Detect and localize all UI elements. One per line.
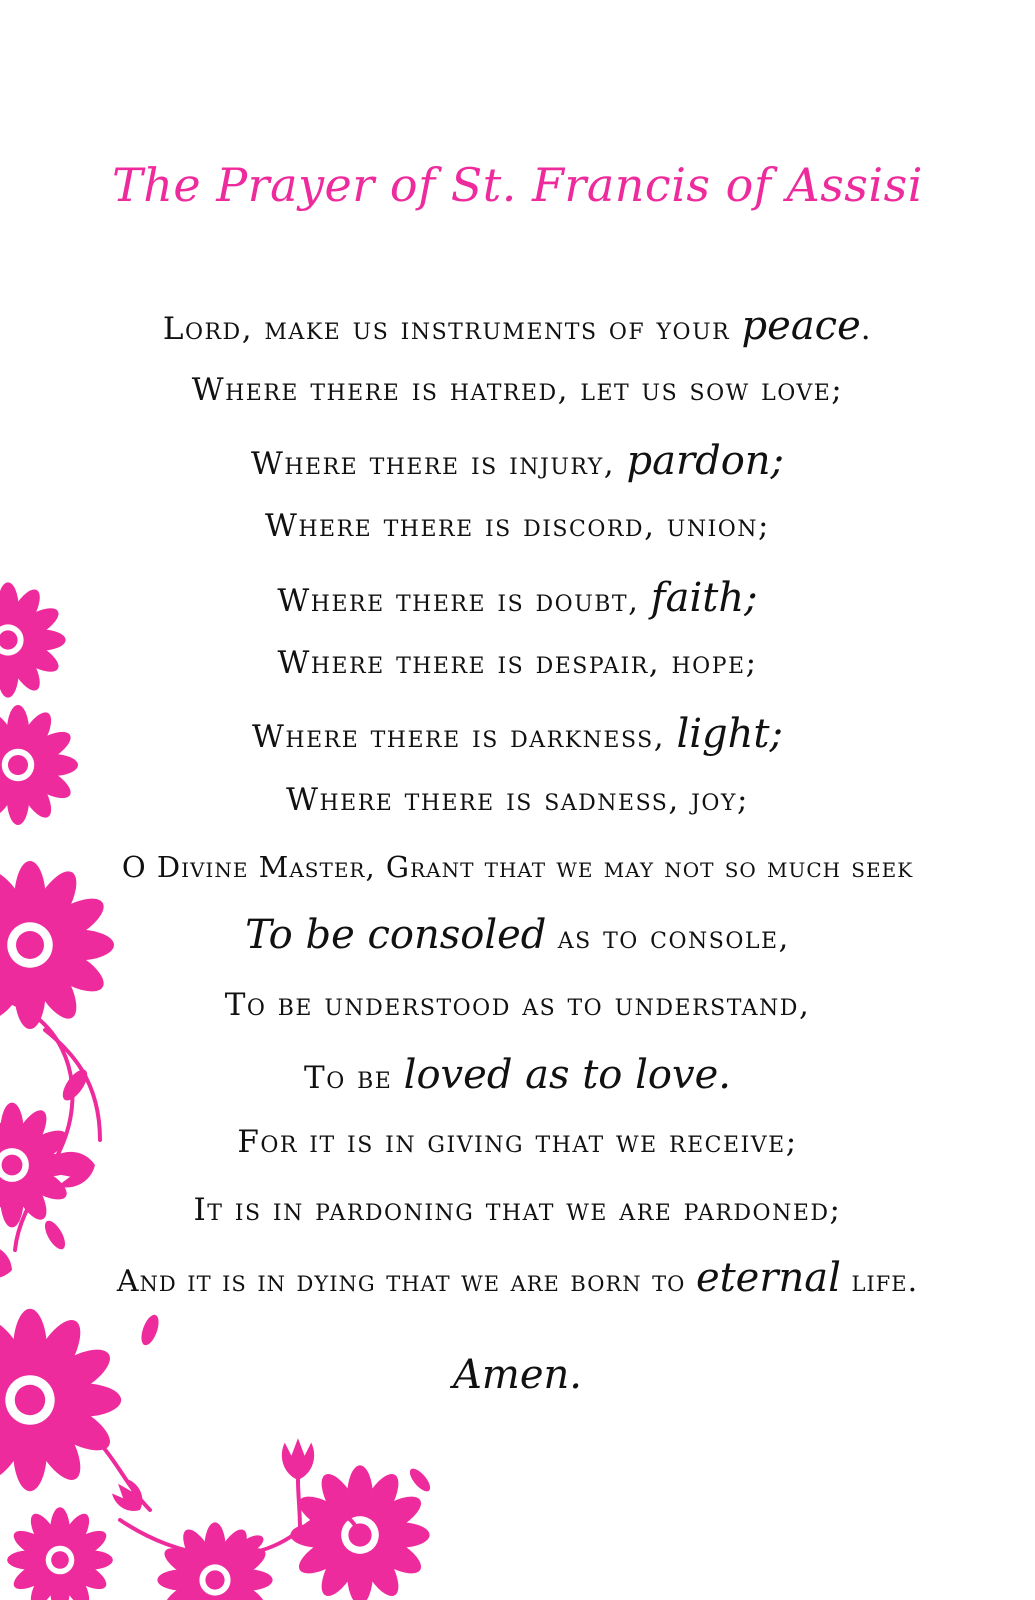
line-small-caps: Where there is doubt, [277, 583, 640, 619]
line-script: light; [676, 711, 783, 757]
line-small-caps: Where there is hatred, let us sow love; [191, 372, 844, 408]
prayer-line [0, 1052, 1035, 1098]
prayer-line [0, 850, 1035, 884]
line-small-caps: To be understood as to understand, [224, 987, 811, 1023]
prayer-line [0, 711, 1035, 757]
prayer-line [0, 575, 1035, 621]
line-small-caps: Where there is injury, [250, 446, 616, 482]
prayer-line [0, 508, 1035, 544]
line-small-caps: It is in pardoning that we are pardoned; [193, 1192, 842, 1228]
prayer-line [0, 645, 1035, 681]
line-tail: life. [851, 1264, 919, 1299]
line-tail: as to console, [557, 920, 790, 956]
line-script: faith; [650, 575, 758, 621]
page-title: The Prayer of St. Francis of Assisi [112, 158, 923, 212]
line-small-caps: To be [304, 1060, 393, 1096]
prayer-line [0, 1192, 1035, 1228]
prayer-line [0, 303, 1035, 349]
prayer-line [0, 372, 1035, 408]
line-small-caps: Where there is darkness, [252, 719, 666, 755]
prayer-line [0, 782, 1035, 818]
prayer-line [0, 1124, 1035, 1160]
line-small-caps: For it is in giving that we receive; [237, 1124, 798, 1160]
line-script: pardon; [626, 438, 785, 484]
prayer-line [0, 438, 1035, 484]
line-small-caps: Lord, make us instruments of your [162, 311, 731, 347]
line-script: eternal [695, 1255, 841, 1301]
line-script: peace [741, 303, 861, 349]
amen-closing: Amen. [453, 1352, 582, 1398]
line-small-caps: Where there is sadness, joy; [286, 782, 749, 818]
line-script: loved as to love. [403, 1052, 731, 1098]
line-tail: . [860, 311, 873, 347]
line-small-caps: Where there is discord, union; [265, 508, 770, 544]
line-small-caps: Where there is despair, hope; [277, 645, 758, 681]
prayer-line [0, 1255, 1035, 1301]
line-small-caps: O Divine Master, Grant that we may not so much seek [121, 850, 914, 884]
line-small-caps: And it is in dying that we are born to [116, 1264, 686, 1299]
prayer-line [0, 912, 1035, 958]
line-script: To be consoled [245, 912, 547, 958]
prayer-line [0, 987, 1035, 1023]
